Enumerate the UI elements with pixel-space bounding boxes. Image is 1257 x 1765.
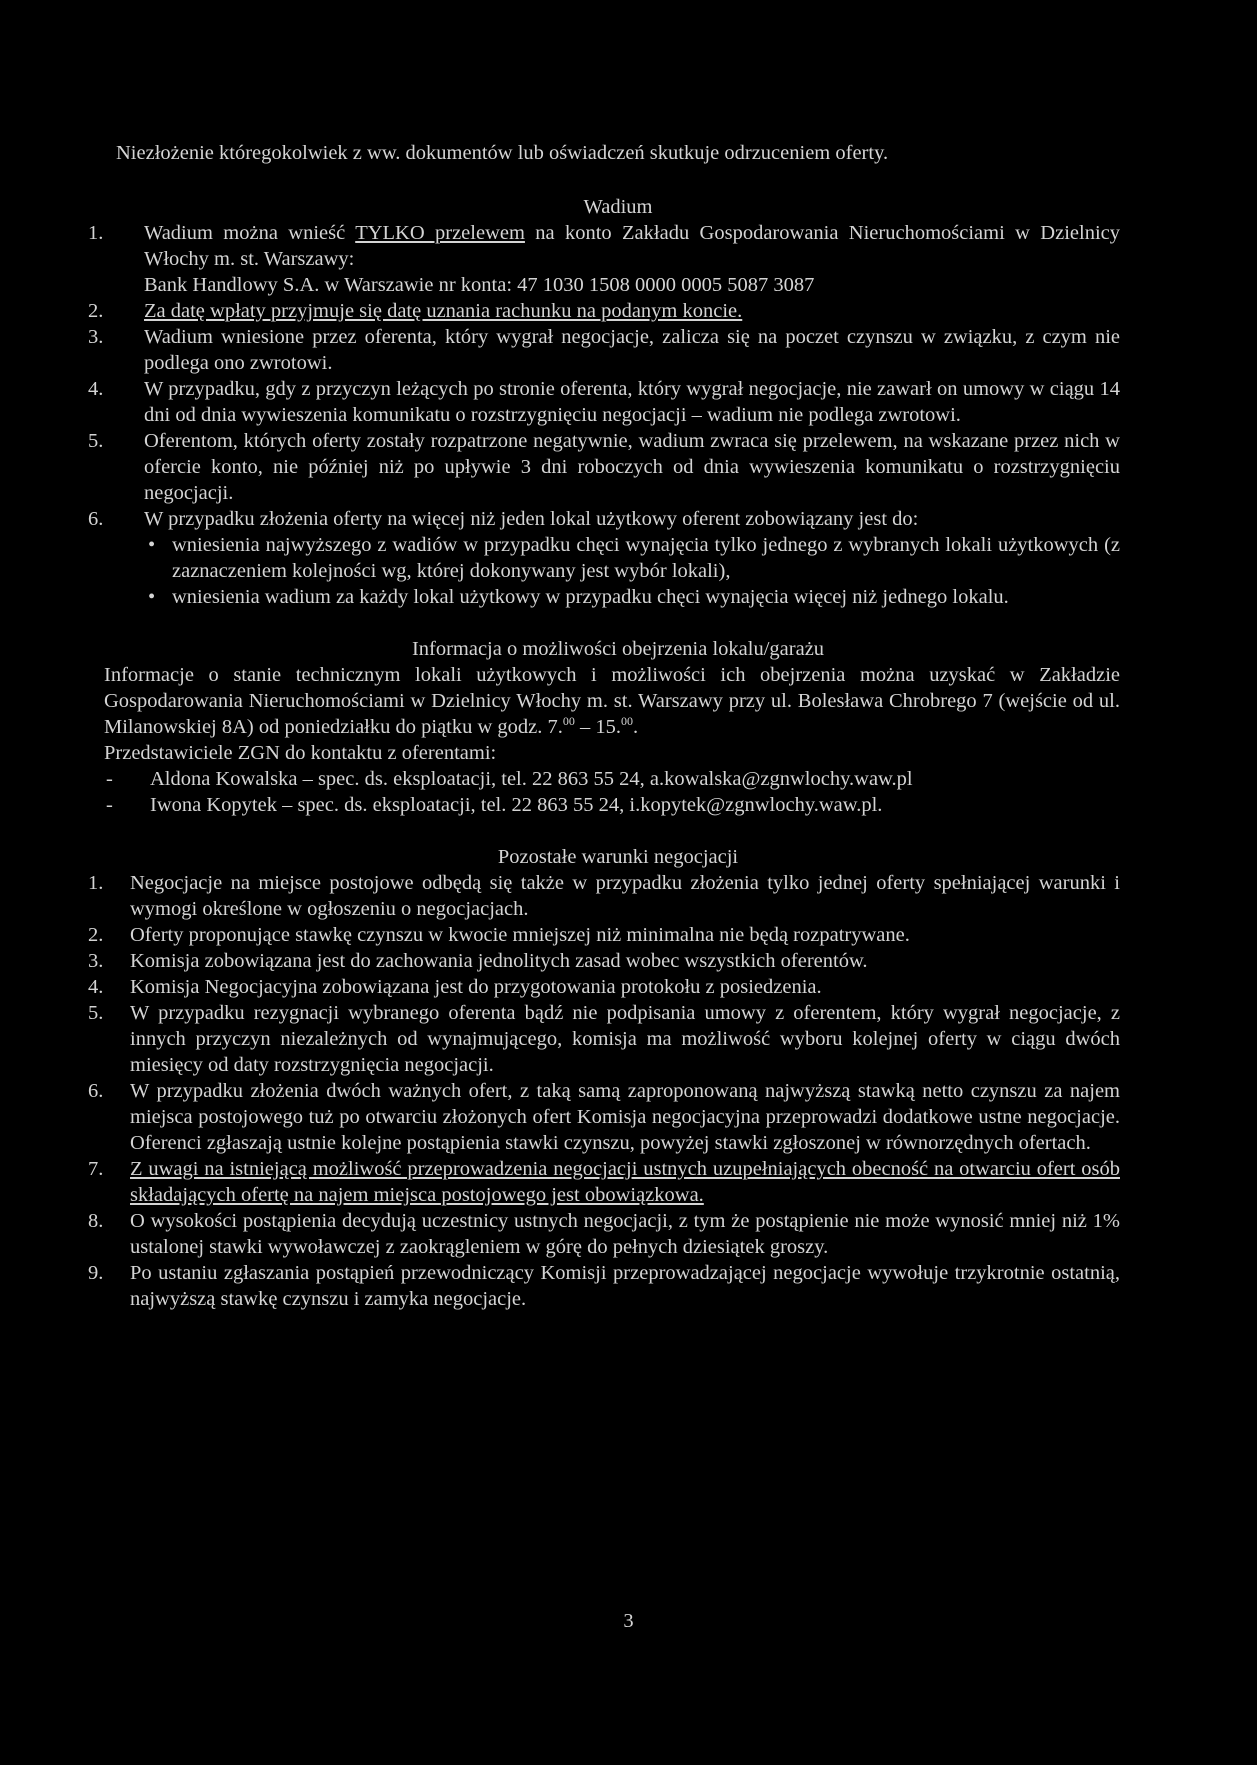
list-number: 4. bbox=[88, 976, 104, 998]
other-item-9: 9. Po ustaniu zgłaszania postąpień przewodniczący Komisji przeprowadzającej negocjacje wywołuje trzykrotnie ostatnią, najwyższą stawkę czynszu i zamyka negocjacje. bbox=[88, 1262, 1120, 1310]
list-number: 5. bbox=[88, 1002, 104, 1024]
list-number: 6. bbox=[88, 1080, 104, 1102]
wadium-item-2 bbox=[88, 298, 1120, 324]
wadium-item-4-text: W przypadku, gdy z przyczyn leżących po stronie oferenta, który wygrał negocjacje, nie zawarł on umowy w ciągu 14 dni od dnia wywieszenia komunikatu o rozstrzygnięciu negocjacji – wadium nie podlega zwrotowi. bbox=[144, 378, 1120, 426]
list-number: 6. bbox=[88, 508, 104, 530]
wadium-item-3 bbox=[88, 324, 1120, 376]
list-number: 8. bbox=[88, 1210, 104, 1232]
wadium-bullets bbox=[144, 532, 1120, 610]
dash-icon: - bbox=[106, 768, 113, 790]
intro-paragraph: Niezłożenie któregokolwiek z ww. dokumentów lub oświadczeń skutkuje odrzuceniem oferty. bbox=[116, 142, 889, 164]
other-item-8: 8. O wysokości postąpienia decydują uczestnicy ustnych negocjacji, z tym że postąpienie nie może wynosić mniej niż 1% ustalonej stawki wywoławczej z zaokrągleniem w górę do pełnych dziesiątek groszy. bbox=[88, 1210, 1120, 1258]
page-number: 3 bbox=[623, 1610, 634, 1632]
bullet-item: • wniesienia najwyższego z wadiów w przypadku chęci wynajęcia tylko jednego z wybranych lokali użytkowych (z zaznaczeniem kolejności wg, której dokonywany jest wybór lokali), bbox=[148, 534, 1120, 582]
bullet-icon: • bbox=[148, 586, 156, 608]
wadium-item-4 bbox=[88, 376, 1120, 428]
other-item-1: 1. Negocjacje na miejsce postojowe odbędą się także w przypadku złożenia tylko jednej oferty spełniającej warunki i wymogi określone w ogłoszeniu o negocjacjach. bbox=[88, 872, 1120, 920]
other-item-2: 2. Oferty proponujące stawkę czynszu w kwocie mniejszej niż minimalna nie będą rozpatrywane. bbox=[88, 924, 910, 946]
list-number: 5. bbox=[88, 430, 104, 452]
other-item-5: 5. W przypadku rezygnacji wybranego oferenta bądź nie podpisania umowy z oferentem, który wygrał negocjacje, z innych przyczyn niezależnych od wynajmującego, komisja ma możliwość wyboru kolejnej oferty w ciągu dwóch miesięcy od daty rozstrzygnięcia negocjacji. bbox=[88, 1002, 1120, 1076]
wadium-list bbox=[88, 220, 1120, 610]
list-number: 3. bbox=[88, 326, 104, 348]
wadium-item-6-text: W przypadku złożenia oferty na więcej niż jeden lokal użytkowy oferent zobowiązany jest do: bbox=[144, 508, 919, 530]
list-number: 7. bbox=[88, 1158, 104, 1180]
list-number: 1. bbox=[88, 222, 104, 244]
other-heading: Pozostałe warunki negocjacji bbox=[497, 846, 739, 868]
contact-item: - Iwona Kopytek – spec. ds. eksploatacji, tel. 22 863 55 24, i.kopytek@zgnwlochy.waw.pl. bbox=[106, 794, 883, 816]
list-number: 2. bbox=[88, 924, 104, 946]
wadium-item-3-text: Wadium wniesione przez oferenta, który wygrał negocjacje, zalicza się na poczet czynszu w związku, z czym nie podlega ono zwrotowi. bbox=[144, 326, 1120, 374]
list-number: 9. bbox=[88, 1262, 104, 1284]
list-number: 1. bbox=[88, 872, 104, 894]
other-conditions-section bbox=[88, 844, 1120, 1312]
other-item-7: 7. Z uwagi na istniejącą możliwość przeprowadzenia negocjacji ustnych uzupełniających obecność na otwarciu ofert osób składających ofertę na najem miejsca postojowego jest obowiązkowa. bbox=[88, 1158, 1120, 1206]
bank-account: Bank Handlowy S.A. w Warszawie nr konta: 47 1030 1508 0000 0005 5087 3087 bbox=[144, 274, 815, 296]
contacts-label: Przedstawiciele ZGN do kontaktu z oferentami: bbox=[104, 742, 497, 764]
inspection-text: Informacje o stanie technicznym lokali użytkowych i możliwości ich obejrzenia można uzyskać w Zakładzie Gospodarowania Nieruchomościami w Dzielnicy Włochy m. st. Warszawy przy ul. Bolesława Chrobrego 7 (wejście od ul. Milanowskiej 8A) od poniedziałku do piątku w godz. 7.00 – 15.00. bbox=[104, 664, 1120, 738]
wadium-item-1 bbox=[88, 220, 1120, 298]
inspection-heading: Informacja o możliwości obejrzenia lokalu/garażu bbox=[411, 638, 825, 660]
list-number: 2. bbox=[88, 300, 104, 322]
other-item-3: 3. Komisja zobowiązana jest do zachowania jednolitych zasad wobec wszystkich oferentów. bbox=[88, 950, 868, 972]
wadium-section bbox=[88, 194, 1120, 610]
list-number: 4. bbox=[88, 378, 104, 400]
document-page bbox=[88, 140, 1120, 1312]
wadium-item-6 bbox=[88, 506, 1120, 610]
other-item-4: 4. Komisja Negocjacyjna zobowiązana jest do przygotowania protokołu z posiedzenia. bbox=[88, 976, 822, 998]
wadium-item-1-emphasis: TYLKO przelewem bbox=[355, 222, 525, 244]
wadium-item-5-text: Oferentom, których oferty zostały rozpatrzone negatywnie, wadium zwraca się przelewem, na wskazane przez nich w ofercie konto, nie później niż po upływie 3 dni roboczych od dnia wywieszenia komunikatu o rozstrzygnięciu negocjacji. bbox=[144, 430, 1120, 504]
list-number: 3. bbox=[88, 950, 104, 972]
wadium-heading: Wadium bbox=[583, 196, 653, 218]
inspection-section bbox=[104, 636, 1120, 818]
wadium-item-1-text-a: Wadium można wnieść bbox=[144, 222, 356, 244]
other-list bbox=[88, 870, 1120, 1312]
bullet-icon: • bbox=[148, 534, 156, 556]
dash-icon: - bbox=[106, 794, 113, 816]
wadium-item-5 bbox=[88, 428, 1120, 506]
contact-item: - Aldona Kowalska – spec. ds. eksploatacji, tel. 22 863 55 24, a.kowalska@zgnwlochy.waw.pl bbox=[106, 768, 913, 790]
other-item-6: 6. W przypadku złożenia dwóch ważnych ofert, z taką samą zaproponowaną najwyższą stawką netto czynszu za najem miejsca postojowego tuż po otwarciu złożonych ofert Komisja negocjacyjna przeprowadzi dodatkowe ustne negocjacje. Oferenci zgłaszają ustnie kolejne postąpienia stawki czynszu, powyżej stawki zgłoszonej w równorzędnych ofertach. bbox=[88, 1080, 1120, 1154]
wadium-item-1-text-b: na konto Zakładu Gospodarowania Nieruchomościami w Dzielnicy Włochy m. st. Warszawy: bbox=[144, 222, 1120, 270]
wadium-item-2-text: Za datę wpłaty przyjmuje się datę uznania rachunku na podanym koncie. bbox=[144, 300, 743, 322]
bullet-item: • wniesienia wadium za każdy lokal użytkowy w przypadku chęci wynajęcia więcej niż jednego lokalu. bbox=[148, 586, 1009, 608]
